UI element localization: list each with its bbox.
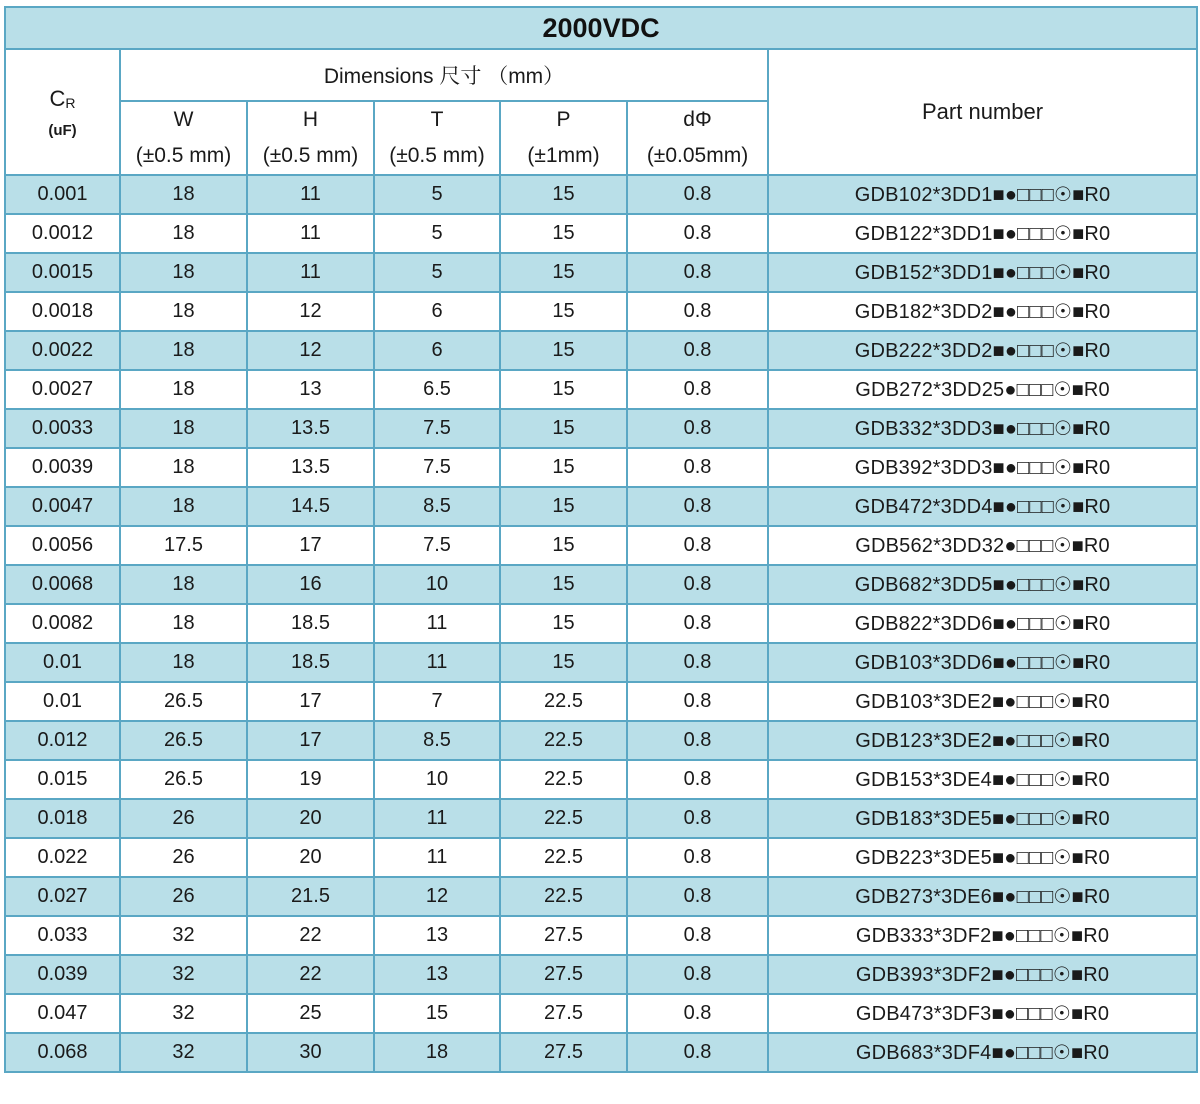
w-cell: 17.5	[120, 526, 247, 565]
cr-cell: 0.039	[5, 955, 120, 994]
cr-cell: 0.0068	[5, 565, 120, 604]
table-row	[5, 916, 1197, 955]
w-cell: 18	[120, 214, 247, 253]
part-number-cell: GDB332*3DD3■●□□□☉■R0	[768, 409, 1197, 448]
table-row	[5, 799, 1197, 838]
table-row	[5, 682, 1197, 721]
t-cell: 10	[374, 565, 500, 604]
t-cell: 7.5	[374, 409, 500, 448]
d-cell: 0.8	[627, 1033, 768, 1072]
t-cell: 11	[374, 799, 500, 838]
h-cell: 13.5	[247, 409, 374, 448]
t-cell: 18	[374, 1033, 500, 1072]
table-row	[5, 1033, 1197, 1072]
table-row	[5, 526, 1197, 565]
d-cell: 0.8	[627, 253, 768, 292]
h-cell: 13	[247, 370, 374, 409]
p-cell: 22.5	[500, 838, 627, 877]
w-cell: 32	[120, 994, 247, 1033]
d-cell: 0.8	[627, 370, 768, 409]
table-row	[5, 409, 1197, 448]
t-cell: 5	[374, 175, 500, 214]
t-cell: 11	[374, 643, 500, 682]
cr-cell: 0.068	[5, 1033, 120, 1072]
part-number-cell: GDB683*3DF4■●□□□☉■R0	[768, 1033, 1197, 1072]
d-cell: 0.8	[627, 175, 768, 214]
d-cell: 0.8	[627, 877, 768, 916]
h-cell: 12	[247, 292, 374, 331]
t-cell: 11	[374, 838, 500, 877]
p-cell: 22.5	[500, 760, 627, 799]
col-header-t: T (±0.5 mm)	[374, 101, 500, 175]
w-cell: 32	[120, 916, 247, 955]
t-cell: 8.5	[374, 487, 500, 526]
cr-cell: 0.01	[5, 643, 120, 682]
h-cell: 11	[247, 253, 374, 292]
cr-cell: 0.015	[5, 760, 120, 799]
h-cell: 11	[247, 175, 374, 214]
p-cell: 15	[500, 604, 627, 643]
t-cell: 6	[374, 331, 500, 370]
table-row	[5, 565, 1197, 604]
cr-cell: 0.0018	[5, 292, 120, 331]
part-number-cell: GDB392*3DD3■●□□□☉■R0	[768, 448, 1197, 487]
part-number-cell: GDB102*3DD1■●□□□☉■R0	[768, 175, 1197, 214]
part-number-cell: GDB473*3DF3■●□□□☉■R0	[768, 994, 1197, 1033]
col-header-h: H (±0.5 mm)	[247, 101, 374, 175]
w-cell: 18	[120, 565, 247, 604]
cr-cell: 0.01	[5, 682, 120, 721]
part-number-cell: GDB222*3DD2■●□□□☉■R0	[768, 331, 1197, 370]
d-cell: 0.8	[627, 448, 768, 487]
t-cell: 5	[374, 214, 500, 253]
cr-cell: 0.027	[5, 877, 120, 916]
h-cell: 22	[247, 955, 374, 994]
dimensions-header: Dimensions 尺寸 （mm）	[120, 49, 768, 101]
cr-symbol: $C_R$	[49, 85, 76, 111]
h-cell: 20	[247, 799, 374, 838]
table-row	[5, 370, 1197, 409]
cr-cell: 0.0015	[5, 253, 120, 292]
p-cell: 27.5	[500, 916, 627, 955]
t-cell: 13	[374, 916, 500, 955]
d-cell: 0.8	[627, 838, 768, 877]
spec-table	[4, 6, 1198, 1073]
d-cell: 0.8	[627, 916, 768, 955]
t-cell: 6	[374, 292, 500, 331]
table-row	[5, 448, 1197, 487]
h-cell: 18.5	[247, 643, 374, 682]
col-header-d: dΦ (±0.05mm)	[627, 101, 768, 175]
t-cell: 15	[374, 994, 500, 1033]
table-row	[5, 760, 1197, 799]
cr-cell: 0.0056	[5, 526, 120, 565]
t-cell: 10	[374, 760, 500, 799]
h-cell: 17	[247, 721, 374, 760]
table-title: 2000VDC	[5, 7, 1197, 49]
part-number-cell: GDB472*3DD4■●□□□☉■R0	[768, 487, 1197, 526]
part-number-cell: GDB152*3DD1■●□□□☉■R0	[768, 253, 1197, 292]
p-cell: 22.5	[500, 877, 627, 916]
w-cell: 26	[120, 877, 247, 916]
t-cell: 11	[374, 604, 500, 643]
d-cell: 0.8	[627, 682, 768, 721]
table-row	[5, 214, 1197, 253]
table-row	[5, 643, 1197, 682]
p-cell: 15	[500, 253, 627, 292]
part-number-cell: GDB273*3DE6■●□□□☉■R0	[768, 877, 1197, 916]
h-cell: 13.5	[247, 448, 374, 487]
col-header-w: W (±0.5 mm)	[120, 101, 247, 175]
table-row	[5, 955, 1197, 994]
w-cell: 18	[120, 253, 247, 292]
p-cell: 15	[500, 175, 627, 214]
part-number-cell: GDB182*3DD2■●□□□☉■R0	[768, 292, 1197, 331]
table-row	[5, 292, 1197, 331]
cr-cell: 0.0082	[5, 604, 120, 643]
w-cell: 18	[120, 409, 247, 448]
t-cell: 8.5	[374, 721, 500, 760]
h-cell: 17	[247, 682, 374, 721]
part-number-cell: GDB103*3DE2■●□□□☉■R0	[768, 682, 1197, 721]
part-number-cell: GDB223*3DE5■●□□□☉■R0	[768, 838, 1197, 877]
h-cell: 11	[247, 214, 374, 253]
part-number-cell: GDB333*3DF2■●□□□☉■R0	[768, 916, 1197, 955]
part-number-cell: GDB682*3DD5■●□□□☉■R0	[768, 565, 1197, 604]
cr-cell: 0.0027	[5, 370, 120, 409]
cr-cell: 0.0039	[5, 448, 120, 487]
h-cell: 17	[247, 526, 374, 565]
cr-cell: 0.0012	[5, 214, 120, 253]
d-cell: 0.8	[627, 292, 768, 331]
part-number-cell: GDB122*3DD1■●□□□☉■R0	[768, 214, 1197, 253]
h-cell: 14.5	[247, 487, 374, 526]
cr-cell: 0.0022	[5, 331, 120, 370]
table-row	[5, 253, 1197, 292]
h-cell: 19	[247, 760, 374, 799]
w-cell: 32	[120, 955, 247, 994]
t-cell: 5	[374, 253, 500, 292]
cr-header	[5, 49, 120, 175]
cr-cell: 0.0047	[5, 487, 120, 526]
table-row	[5, 604, 1197, 643]
d-cell: 0.8	[627, 565, 768, 604]
p-cell: 27.5	[500, 955, 627, 994]
t-cell: 13	[374, 955, 500, 994]
cr-cell: 0.001	[5, 175, 120, 214]
part-number-cell: GDB822*3DD6■●□□□☉■R0	[768, 604, 1197, 643]
p-cell: 15	[500, 487, 627, 526]
w-cell: 26.5	[120, 721, 247, 760]
d-cell: 0.8	[627, 799, 768, 838]
w-cell: 26	[120, 799, 247, 838]
d-cell: 0.8	[627, 955, 768, 994]
t-cell: 7.5	[374, 448, 500, 487]
h-cell: 30	[247, 1033, 374, 1072]
t-cell: 6.5	[374, 370, 500, 409]
h-cell: 22	[247, 916, 374, 955]
p-cell: 15	[500, 409, 627, 448]
p-cell: 15	[500, 292, 627, 331]
cr-unit: (uF)	[48, 121, 77, 139]
part-number-cell: GDB272*3DD25●□□□☉■R0	[768, 370, 1197, 409]
p-cell: 27.5	[500, 994, 627, 1033]
h-cell: 25	[247, 994, 374, 1033]
h-cell: 20	[247, 838, 374, 877]
h-cell: 16	[247, 565, 374, 604]
p-cell: 15	[500, 370, 627, 409]
w-cell: 18	[120, 448, 247, 487]
t-cell: 7.5	[374, 526, 500, 565]
w-cell: 18	[120, 370, 247, 409]
h-cell: 21.5	[247, 877, 374, 916]
table-row	[5, 838, 1197, 877]
h-cell: 18.5	[247, 604, 374, 643]
cr-cell: 0.047	[5, 994, 120, 1033]
d-cell: 0.8	[627, 331, 768, 370]
p-cell: 22.5	[500, 721, 627, 760]
part-number-cell: GDB123*3DE2■●□□□☉■R0	[768, 721, 1197, 760]
t-cell: 12	[374, 877, 500, 916]
d-cell: 0.8	[627, 994, 768, 1033]
p-cell: 15	[500, 214, 627, 253]
h-cell: 12	[247, 331, 374, 370]
p-cell: 22.5	[500, 799, 627, 838]
part-number-cell: GDB153*3DE4■●□□□☉■R0	[768, 760, 1197, 799]
t-cell: 7	[374, 682, 500, 721]
d-cell: 0.8	[627, 721, 768, 760]
cr-cell: 0.033	[5, 916, 120, 955]
cr-cell: 0.012	[5, 721, 120, 760]
part-number-cell: GDB562*3DD32●□□□☉■R0	[768, 526, 1197, 565]
d-cell: 0.8	[627, 409, 768, 448]
d-cell: 0.8	[627, 604, 768, 643]
p-cell: 27.5	[500, 1033, 627, 1072]
w-cell: 18	[120, 175, 247, 214]
w-cell: 18	[120, 643, 247, 682]
w-cell: 26.5	[120, 760, 247, 799]
w-cell: 18	[120, 604, 247, 643]
p-cell: 15	[500, 526, 627, 565]
spec-table-container	[4, 6, 1198, 1073]
w-cell: 26	[120, 838, 247, 877]
p-cell: 15	[500, 331, 627, 370]
w-cell: 18	[120, 487, 247, 526]
w-cell: 18	[120, 292, 247, 331]
table-body	[5, 175, 1197, 1072]
cr-cell: 0.018	[5, 799, 120, 838]
d-cell: 0.8	[627, 526, 768, 565]
part-number-cell: GDB183*3DE5■●□□□☉■R0	[768, 799, 1197, 838]
d-cell: 0.8	[627, 643, 768, 682]
p-cell: 15	[500, 643, 627, 682]
p-cell: 15	[500, 565, 627, 604]
table-row	[5, 175, 1197, 214]
d-cell: 0.8	[627, 760, 768, 799]
cr-cell: 0.0033	[5, 409, 120, 448]
d-cell: 0.8	[627, 214, 768, 253]
table-row	[5, 331, 1197, 370]
w-cell: 32	[120, 1033, 247, 1072]
p-cell: 22.5	[500, 682, 627, 721]
part-number-cell: GDB393*3DF2■●□□□☉■R0	[768, 955, 1197, 994]
table-row	[5, 721, 1197, 760]
w-cell: 18	[120, 331, 247, 370]
table-row	[5, 877, 1197, 916]
w-cell: 26.5	[120, 682, 247, 721]
part-number-header: Part number	[768, 49, 1197, 175]
table-row	[5, 487, 1197, 526]
table-row	[5, 994, 1197, 1033]
cr-cell: 0.022	[5, 838, 120, 877]
col-header-p: P (±1mm)	[500, 101, 627, 175]
part-number-cell: GDB103*3DD6■●□□□☉■R0	[768, 643, 1197, 682]
d-cell: 0.8	[627, 487, 768, 526]
p-cell: 15	[500, 448, 627, 487]
